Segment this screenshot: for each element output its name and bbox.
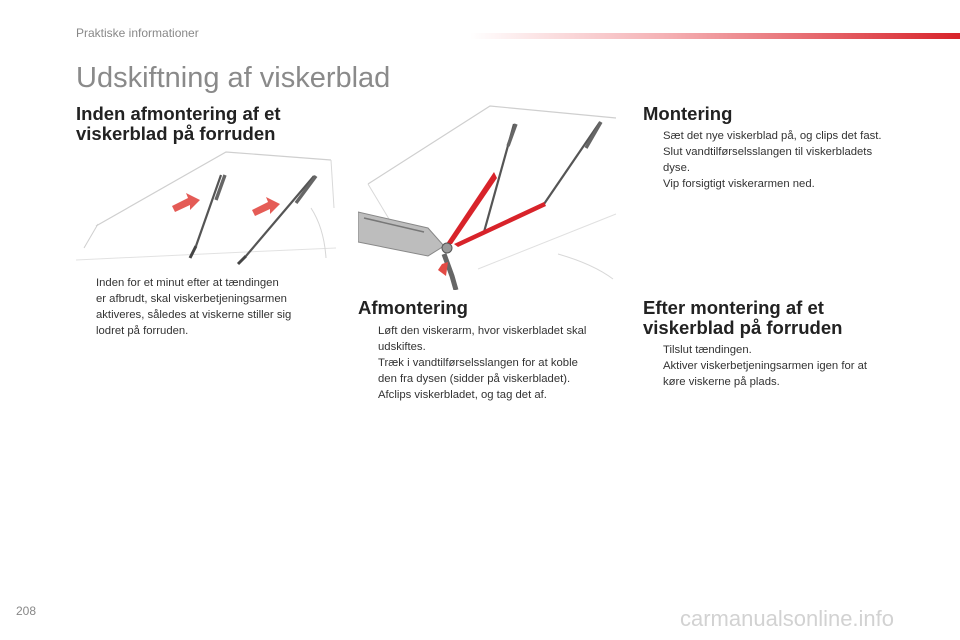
list-item: Sæt det nye viskerblad på, og clips det fast. <box>663 130 882 142</box>
before-removal-bullets <box>76 275 336 339</box>
heading-after-installation <box>643 298 842 338</box>
header-accent-bar <box>470 33 960 39</box>
wiper-removal-illustration <box>358 104 620 290</box>
installation-bullets <box>643 128 923 192</box>
list-item: Tilslut tændingen. <box>663 344 752 356</box>
list-item: Aktiver viskerbetjeningsarmen igen for at køre viskerne på plads. <box>663 360 868 388</box>
heading-removal: Afmontering <box>358 297 468 318</box>
heading-line-1: Efter montering af et <box>643 297 824 318</box>
list-item: Vip forsigtigt viskerarmen ned. <box>663 178 815 190</box>
heading-installation: Montering <box>643 103 733 124</box>
watermark: carmanualsonline.info <box>680 606 895 631</box>
heading-line-1: Inden afmontering af et <box>76 103 281 124</box>
removal-bullets <box>358 323 628 403</box>
heading-line-2: viskerblad på forruden <box>76 123 276 144</box>
list-item: Løft den viskerarm, hvor viskerbladet skal udskiftes. <box>378 325 587 353</box>
list-item: Slut vandtilførselsslangen til viskerbladets dyse. <box>663 146 873 174</box>
header-section-label: Praktiske informationer <box>76 26 199 40</box>
heading-line-2: viskerblad på forruden <box>643 317 843 338</box>
after-installation-bullets <box>643 342 923 390</box>
heading-before-removal <box>76 104 281 144</box>
list-item: Inden for et minut efter at tændingen er afbrudt, skal viskerbetjeningsarmen aktiveres, således at viskerne stiller sig lodret på forruden. <box>96 277 292 337</box>
page-title: Udskiftning af viskerblad <box>76 62 391 94</box>
list-item: Afclips viskerbladet, og tag det af. <box>378 389 547 401</box>
wiper-position-illustration <box>76 148 336 268</box>
list-item: Træk i vandtilførselsslangen for at koble den fra dysen (sidder på viskerbladet). <box>378 357 578 385</box>
page-number: 208 <box>16 604 37 618</box>
